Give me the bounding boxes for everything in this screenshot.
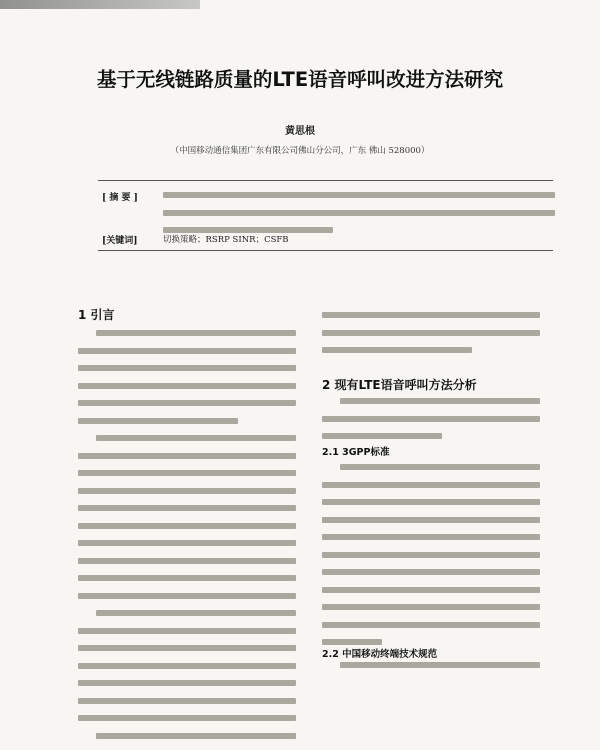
subsection-2-1-text [322, 464, 544, 657]
unreadable-line [96, 610, 296, 616]
unreadable-line [78, 575, 296, 581]
subsection-2-2-text [322, 662, 544, 680]
unreadable-line [322, 347, 472, 353]
unreadable-line [78, 663, 296, 669]
unreadable-line [340, 662, 540, 668]
unreadable-line [78, 628, 296, 634]
unreadable-line [96, 435, 296, 441]
unreadable-line [340, 464, 540, 470]
unreadable-line [96, 330, 296, 336]
unreadable-line [78, 593, 296, 599]
unreadable-line [96, 733, 296, 739]
section-2-intro [322, 398, 544, 451]
unreadable-line [322, 552, 540, 558]
unreadable-line [78, 523, 296, 529]
unreadable-line [322, 587, 540, 593]
subsection-heading-2-2: 2.2 中国移动终端技术规范 [322, 649, 438, 660]
unreadable-line [322, 604, 540, 610]
unreadable-line [322, 517, 540, 523]
abstract-bottom-rule [98, 250, 553, 251]
unreadable-line [322, 499, 540, 505]
author: 黄思根 [285, 126, 315, 137]
unreadable-line [322, 622, 540, 628]
unreadable-line [78, 680, 296, 686]
unreadable-line [78, 400, 296, 406]
unreadable-line [322, 330, 540, 336]
unreadable-line [322, 416, 540, 422]
abstract-label: [ 摘 要 ] [102, 193, 138, 203]
abstract-top-rule [98, 180, 553, 181]
unreadable-line [78, 365, 296, 371]
unreadable-line [78, 698, 296, 704]
unreadable-line [322, 639, 382, 645]
journal-column-tag [0, 0, 200, 9]
subsection-heading-2-1: 2.1 3GPP标准 [322, 447, 390, 458]
unreadable-line [322, 482, 540, 488]
unreadable-line [340, 398, 540, 404]
unreadable-line [78, 470, 296, 476]
unreadable-line [163, 210, 555, 216]
unreadable-line [78, 558, 296, 564]
section-heading-1: 1 引言 [78, 308, 115, 322]
unreadable-line [322, 534, 540, 540]
unreadable-line [322, 433, 442, 439]
unreadable-line [78, 453, 296, 459]
unreadable-line [78, 505, 296, 511]
keywords: 切换策略；RSRP SINR；CSFB [163, 235, 289, 245]
affiliation: （中国移动通信集团广东有限公司佛山分公司，广东 佛山 528000） [170, 146, 430, 156]
unreadable-line [78, 348, 296, 354]
unreadable-line [78, 645, 296, 651]
unreadable-line [322, 312, 540, 318]
unreadable-line [322, 569, 540, 575]
unreadable-line [78, 383, 296, 389]
body-right-column-top [322, 312, 544, 365]
page-title: 基于无线链路质量的LTE语音呼叫改进方法研究 [96, 68, 504, 91]
unreadable-line [78, 488, 296, 494]
unreadable-line [78, 540, 296, 546]
body-left-column [78, 330, 300, 750]
keywords-label: [关键词] [102, 236, 138, 246]
unreadable-line [78, 418, 238, 424]
unreadable-line [78, 715, 296, 721]
section-heading-2: 2 现有LTE语音呼叫方法分析 [322, 378, 477, 392]
unreadable-line [163, 192, 555, 198]
